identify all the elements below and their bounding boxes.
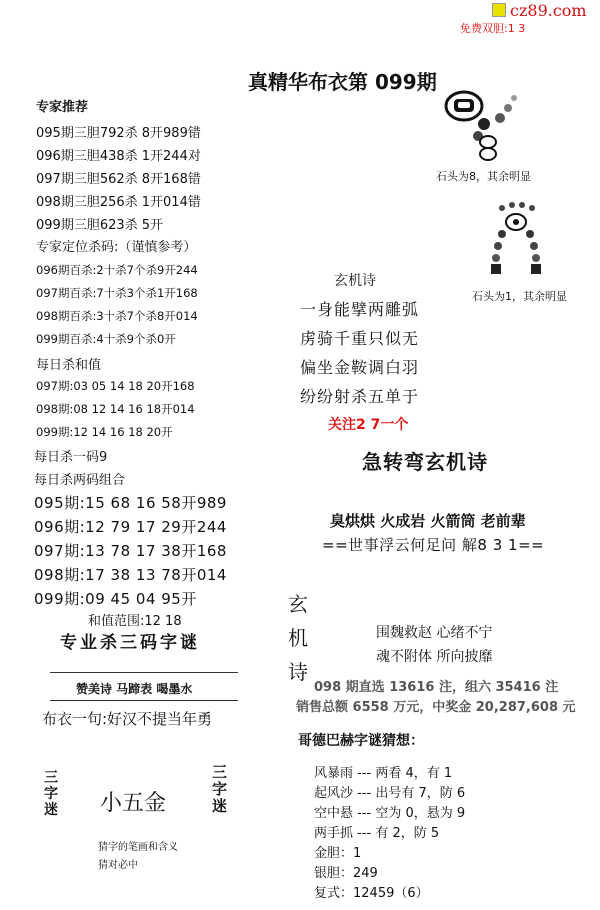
goethe-line: 金胆：1 (314, 846, 362, 861)
goethe-line: 银胆：249 (314, 866, 378, 881)
poem-line: 纷纷射杀五单于 (300, 387, 420, 406)
praise-line: 赞美诗 马蹄表 喝墨水 (76, 682, 193, 696)
sum-line: 097期:03 05 14 18 20开168 (36, 379, 195, 393)
site-logo[interactable] (492, 0, 600, 20)
hint-line: 猜字的笔画和含义 (98, 842, 178, 853)
logo-text: cz89.com (510, 0, 587, 20)
expert-line: 095期三胆792杀 8开989错 (36, 126, 201, 141)
side-char: 三 (212, 763, 228, 781)
hint-line: 猜对必中 (98, 860, 138, 871)
position-line: 099期百杀:4十杀9个杀0开 (36, 332, 176, 346)
riddle-title: 专业杀三码字谜 (60, 633, 200, 653)
pair-line: 098期:17 38 13 78开014 (34, 566, 227, 584)
side-label-right (212, 764, 227, 815)
poem-line: 虏骑千重只似无 (300, 329, 420, 348)
goethe-line: 风暴雨 --- 两看 4，有 1 (314, 766, 453, 781)
sales-line: 098 期直选 13616 注，组六 35416 注 (314, 680, 559, 695)
divider (50, 672, 238, 673)
riddle-poem-title: 急转弯玄机诗 (362, 450, 488, 474)
sum-line: 099期:12 14 16 18 20开 (36, 425, 173, 439)
poem-title: 玄机诗 (334, 273, 376, 289)
divider (50, 700, 238, 701)
one-code: 每日杀一码9 (34, 450, 108, 465)
verse-line: 魂不附体 所向披靡 (376, 649, 493, 665)
side-char: 三 (44, 770, 58, 786)
goethe-line: 空中悬 --- 空为 0，悬为 9 (314, 806, 466, 821)
stone-1-caption: 石头为1，其余明显 (472, 290, 567, 303)
expert-line: 098期三胆256杀 1开014错 (36, 195, 201, 210)
stone-necklace-icon (440, 88, 520, 166)
sum-range: 和值范围:12 18 (88, 614, 182, 629)
position-line: 096期百杀:2十杀7个杀9开244 (36, 263, 198, 277)
focus-note: 关注2 7一个 (328, 417, 409, 433)
side-char: 字 (212, 780, 228, 798)
goethe-line: 两手抓 --- 有 2，防 5 (314, 826, 440, 841)
pair-line: 099期:09 45 04 95开 (34, 590, 197, 608)
vertical-label-char: 玄 (288, 592, 308, 616)
expert-line: 097期三胆562杀 8开168错 (36, 172, 201, 187)
pair-line: 097期:13 78 17 38开168 (34, 542, 227, 560)
verse-line: 围魏救赵 心绪不宁 (376, 625, 493, 641)
riddle-solution: ==世事浮云何足问 解8 3 1== (322, 536, 545, 554)
side-char: 迷 (212, 797, 228, 815)
pair-line: 095期:15 68 16 58开989 (34, 494, 227, 512)
expert-heading: 专家推荐 (36, 100, 89, 115)
position-heading: 专家定位杀码:（谨慎参考） (36, 240, 197, 255)
position-line: 098期百杀:3十杀7个杀8开014 (36, 309, 198, 323)
sum-heading: 每日杀和值 (36, 358, 102, 373)
free-note: 免费双胆:1 3 (460, 22, 526, 35)
sum-line: 098期:08 12 14 16 18开014 (36, 402, 195, 416)
one-sentence: 布衣一句:好汉不提当年勇 (42, 710, 213, 728)
page-title: 真精华布衣第 099期 (248, 70, 437, 94)
side-char: 字 (44, 786, 58, 802)
position-line: 097期百杀:7十杀3个杀1开168 (36, 286, 198, 300)
stone-figure-icon (488, 200, 544, 278)
vertical-label-char: 机 (288, 626, 308, 650)
side-label-left (44, 770, 58, 818)
pair-heading: 每日杀两码组合 (34, 473, 126, 488)
side-char: 迷 (44, 802, 58, 818)
goethe-heading: 哥德巴赫字谜猜想： (298, 733, 424, 749)
riddle-names: 臭烘烘 火成岩 火箭筒 老前辈 (330, 512, 526, 530)
goethe-line: 起风沙 --- 出号有 7，防 6 (314, 786, 466, 801)
goethe-line: 复式：12459（6） (314, 886, 429, 901)
stone-8-caption: 石头为8，其余明显 (436, 170, 531, 183)
logo-square-icon (492, 3, 506, 17)
expert-line: 096期三胆438杀 1开244对 (36, 149, 201, 164)
expert-line: 099期三胆623杀 5开 (36, 218, 164, 233)
vertical-label-char: 诗 (288, 660, 308, 684)
pair-line: 096期:12 79 17 29开244 (34, 518, 227, 536)
sales-line: 销售总额 6558 万元，中奖金 20,287,608 元 (296, 700, 576, 715)
poem-line: 一身能擘两雕弧 (300, 300, 420, 319)
riddle-center: 小五金 (100, 791, 167, 816)
poem-line: 偏坐金鞍调白羽 (300, 358, 420, 377)
